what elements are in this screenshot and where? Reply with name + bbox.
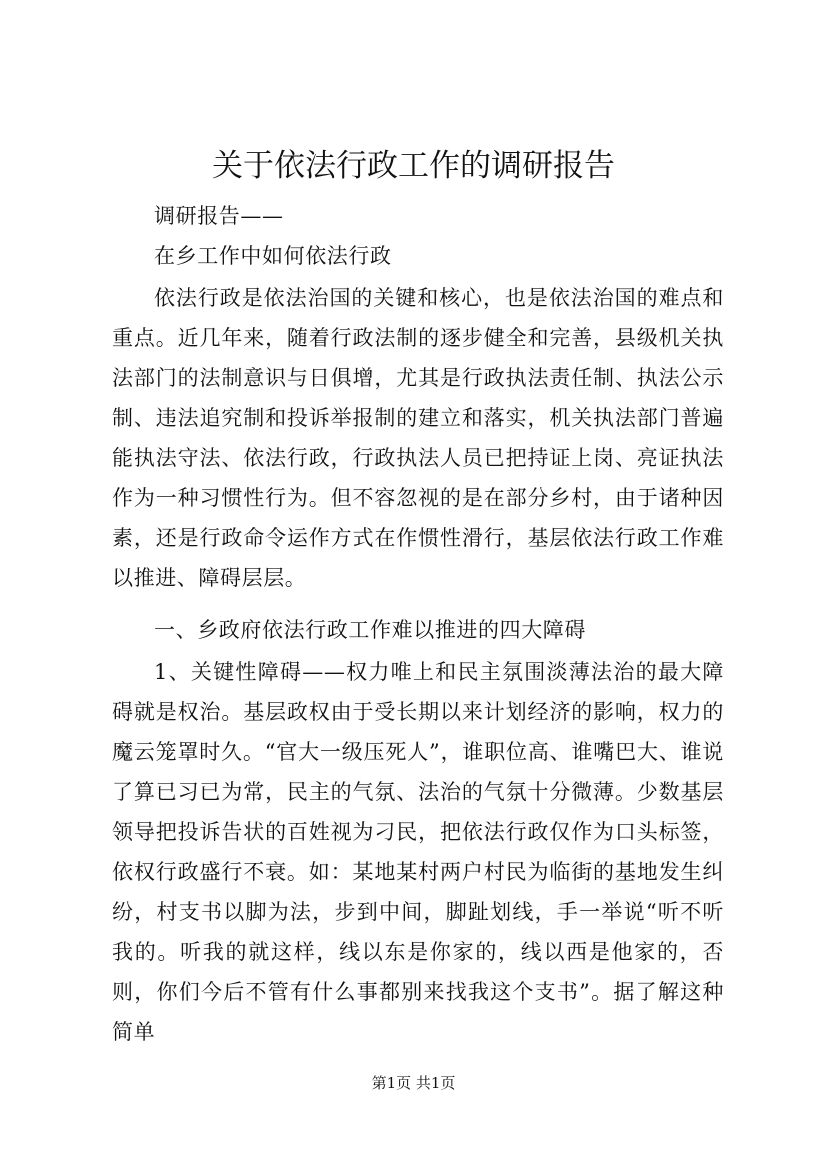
document-title: 关于依法行政工作的调研报告: [212, 148, 615, 184]
section-heading: 一、乡政府依法行政工作难以推进的四大障碍: [154, 618, 586, 642]
subtitle-line-2: 在乡工作中如何依法行政: [154, 244, 392, 268]
subtitle-line-1: 调研报告——: [154, 204, 284, 228]
body-paragraph-2: 1、关键性障碍——权力唯上和民主氛围淡薄法治的最大障碍就是权治。基层政权由于受长期以来计划经济的影响，权力的魔云笼罩时久。“官大一级压死人”，谁职位高、谁嘴巴大、谁说了算已习已为常，民主的气氛、法治的气氛十分微薄。少数基层领导把投诉告状的百姓视为刁民，把依法行政仅作为口头标签，依权行政盛行不衰。如：某地某村两户村民为临街的基地发生纠纷，村支书以脚为法，步到中间，脚趾划线，手一举说“听不听我的。听我的就这样，线以东是你家的，线以西是他家的，否则，你们今后不管有什么事都别来找我这个支书”。据了解这种简单: [112, 660, 724, 1044]
page-footer: 第1页 共1页: [371, 1074, 456, 1092]
body-paragraph-1: 依法行政是依法治国的关键和核心，也是依法治国的难点和重点。近几年来，随着行政法制的逐步健全和完善，县级机关执法部门的法制意识与日俱增，尤其是行政执法责任制、执法公示制、违法追究制和投诉举报制的建立和落实，机关执法部门普遍能执法守法、依法行政，行政执法人员已把持证上岗、亮证执法作为一种习惯性行为。但不容忽视的是在部分乡村，由于诸种因素，还是行政命令运作方式在作惯性滑行，基层依法行政工作难以推进、障碍层层。: [112, 286, 724, 590]
